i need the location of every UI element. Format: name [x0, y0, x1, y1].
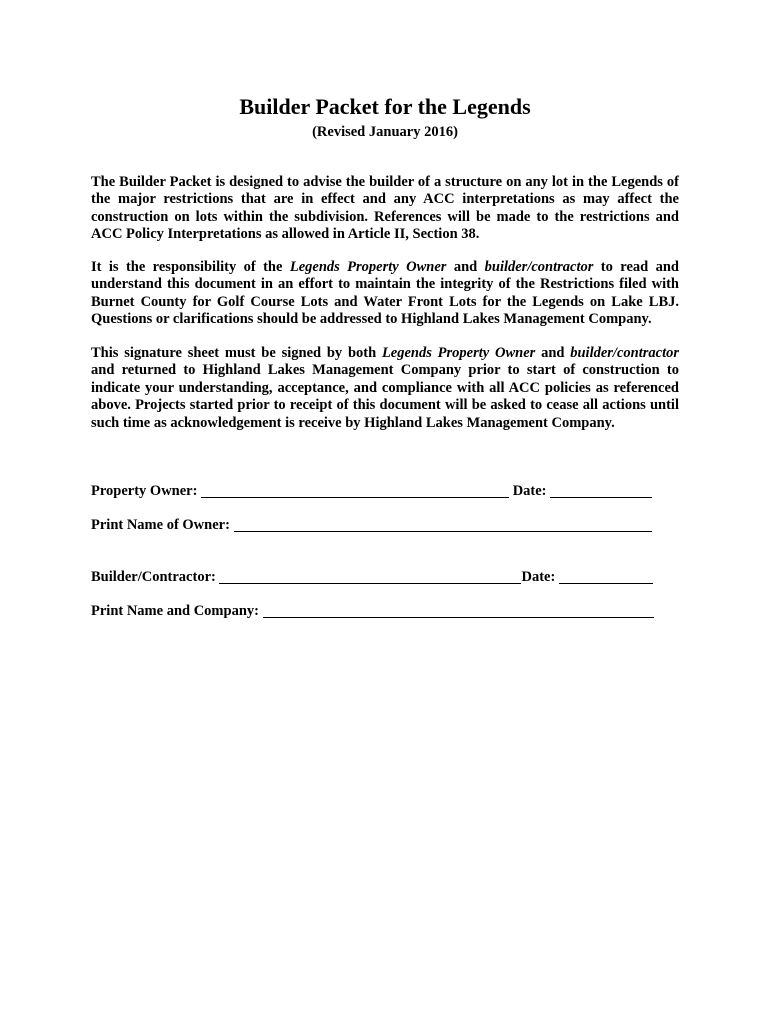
builder-contractor-row — [91, 568, 653, 586]
emphasis-owner: Legends Property Owner — [381, 345, 536, 361]
print-name-company-line[interactable] — [263, 603, 654, 618]
text: and — [535, 345, 571, 361]
print-name-owner-row — [91, 516, 652, 534]
responsibility-paragraph — [91, 259, 679, 329]
text: to read and understand this document in an effort to maintain the integrity of the Restrictions filed with Burnet County for Golf Course Lots and Water Front Lots for the Legends on Lake LBJ. Questions or clarifications should be addressed to Highland Lakes Management Company. — [91, 259, 679, 328]
intro-paragraph: The Builder Packet is designed to advise the builder of a structure on any lot in the Legends of the major restrictions that are in effect and any ACC interpretations as may affect the construction on lots within the subdivision. References will be made to the restrictions and ACC Policy Interpretations as allowed in Article II, Section 38. — [91, 174, 679, 243]
text: and — [446, 259, 485, 275]
document-title: Builder Packet for the Legends — [239, 94, 531, 119]
signature-instructions-paragraph — [91, 345, 679, 432]
builder-contractor-label: Builder/Contractor: — [91, 569, 216, 585]
emphasis-builder: builder/contractor — [484, 259, 594, 275]
builder-date-label: Date: — [521, 569, 556, 585]
property-owner-signature-line[interactable] — [201, 483, 509, 498]
emphasis-builder: builder/contractor — [570, 345, 679, 361]
print-name-owner-label: Print Name of Owner: — [91, 517, 230, 533]
print-name-company-row — [91, 602, 654, 620]
text: It is the responsibility of the — [91, 259, 290, 275]
document-subtitle: (Revised January 2016) — [312, 124, 458, 140]
builder-signature-line[interactable] — [219, 569, 521, 584]
print-name-company-label: Print Name and Company: — [91, 603, 259, 619]
owner-date-label: Date: — [512, 483, 547, 499]
emphasis-owner: Legends Property Owner — [289, 259, 447, 275]
print-name-owner-line[interactable] — [234, 517, 652, 532]
property-owner-label: Property Owner: — [91, 483, 198, 499]
builder-date-line[interactable] — [559, 569, 653, 584]
text: This signature sheet must be signed by both — [91, 345, 382, 361]
text: and returned to Highland Lakes Management Company prior to start of construction to indicate your understanding, acceptance, and compliance with all ACC policies as referenced above. Projects started prior to receipt of this document will be asked to cease all actions until such time as acknowledgement is receive by Highland Lakes Management Company. — [91, 362, 679, 431]
owner-date-line[interactable] — [550, 483, 652, 498]
property-owner-row — [91, 482, 652, 500]
